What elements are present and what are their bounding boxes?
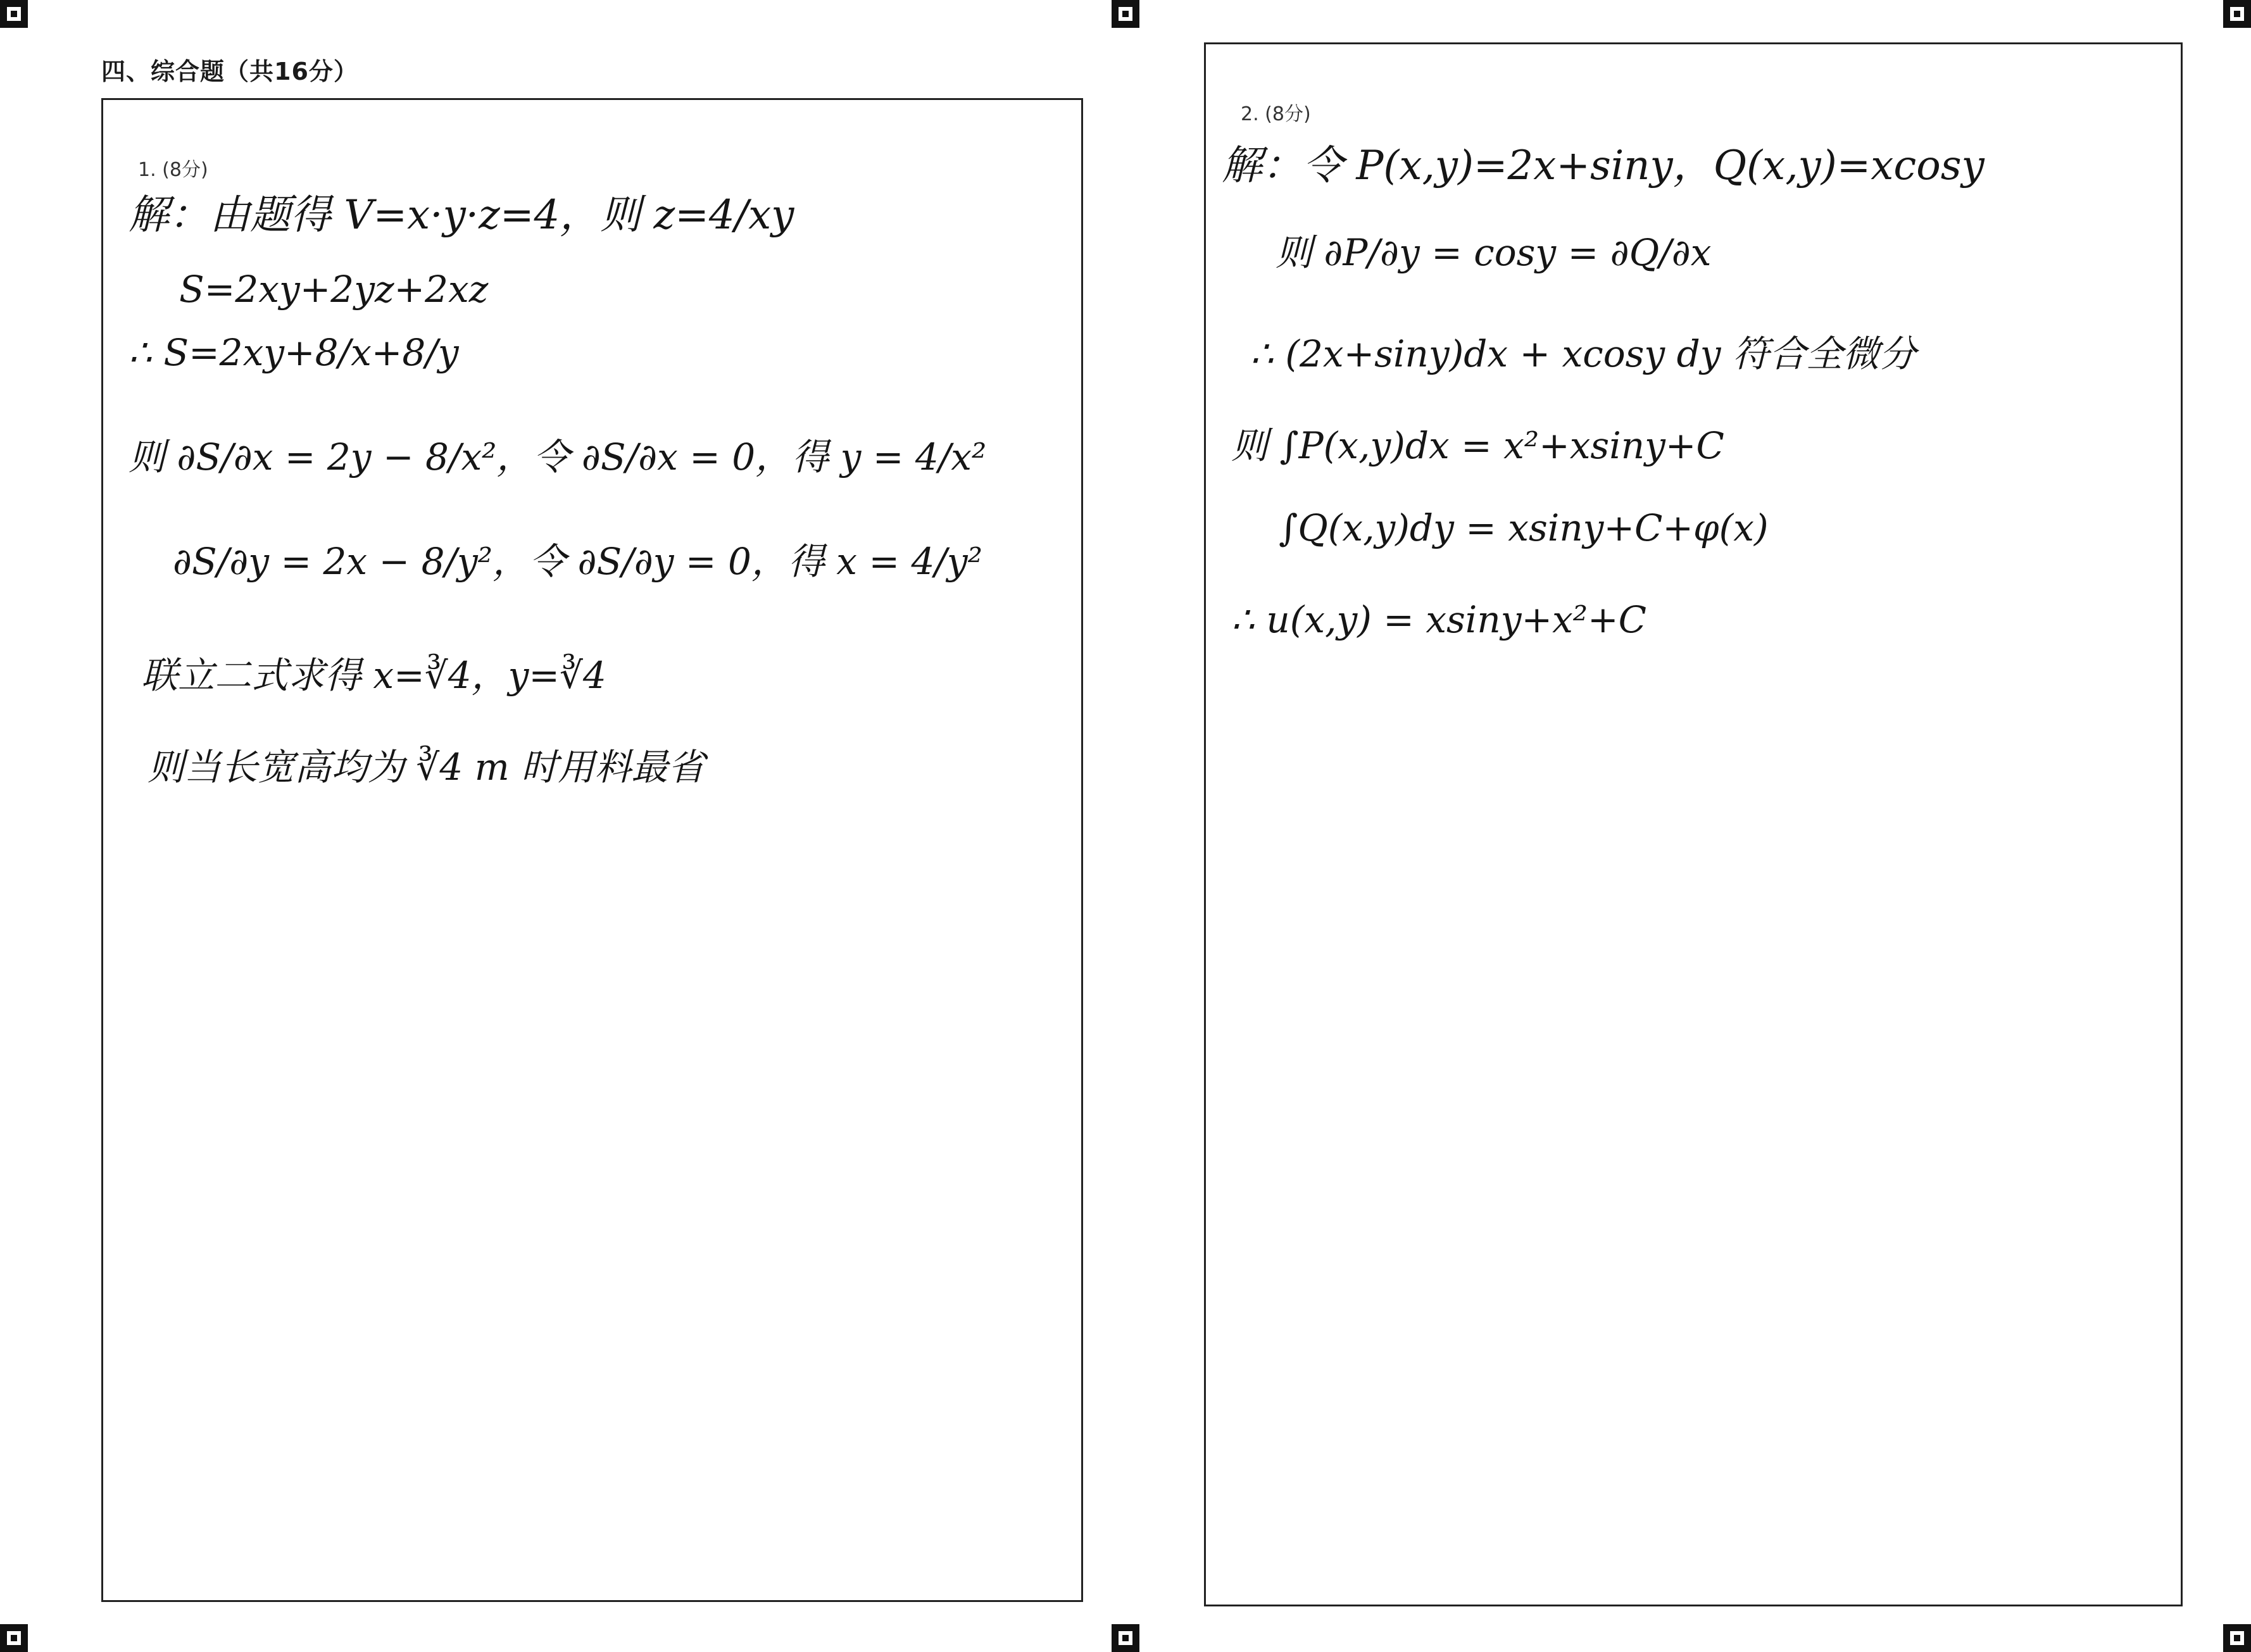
registration-marker-top-left	[0, 0, 28, 28]
q1-line-4: 则 ∂S/∂x = 2y − 8/x²，令 ∂S/∂x = 0，得 y = 4/x²	[129, 435, 987, 479]
registration-marker-top-right	[2223, 0, 2251, 28]
q1-line-2: S=2xy+2yz+2xz	[179, 268, 489, 311]
registration-marker-top-center	[1112, 0, 1139, 28]
q1-line-3: ∴ S=2xy+8/x+8/y	[129, 331, 459, 374]
registration-marker-bottom-right	[2223, 1624, 2251, 1652]
q1-line-5: ∂S/∂y = 2x − 8/y²，令 ∂S/∂y = 0，得 x = 4/y²	[173, 540, 982, 583]
answer-box-q1	[101, 98, 1083, 1602]
q2-line-1: 解：令 P(x,y)=2x+siny，Q(x,y)=xcosy	[1222, 142, 1985, 189]
question-label-q2: 2. (8分)	[1241, 103, 1311, 125]
q1-line-1: 解：由题得 V=x·y·z=4，则 z=4/xy	[129, 192, 794, 239]
q1-line-6: 联立二式求得 x=∛4，y=∛4	[141, 654, 606, 697]
question-label-q1: 1. (8分)	[138, 159, 208, 181]
registration-marker-bottom-center	[1112, 1624, 1139, 1652]
section-title: 四、综合题（共16分）	[101, 58, 358, 85]
q2-line-5: ∫Q(x,y)dy = xsiny+C+φ(x)	[1279, 506, 1769, 549]
q2-line-3: ∴ (2x+siny)dx + xcosy dy 符合全微分	[1250, 332, 1916, 375]
q1-line-7: 则当长宽高均为 ∛4 m 时用料最省	[147, 746, 705, 789]
answer-box-q2	[1204, 42, 2183, 1606]
q2-line-2: 则 ∂P/∂y = cosy = ∂Q/∂x	[1276, 231, 1712, 274]
q2-line-6: ∴ u(x,y) = xsiny+x²+C	[1231, 598, 1647, 641]
registration-marker-bottom-left	[0, 1624, 28, 1652]
q2-line-4: 则 ∫P(x,y)dx = x²+xsiny+C	[1231, 424, 1724, 467]
